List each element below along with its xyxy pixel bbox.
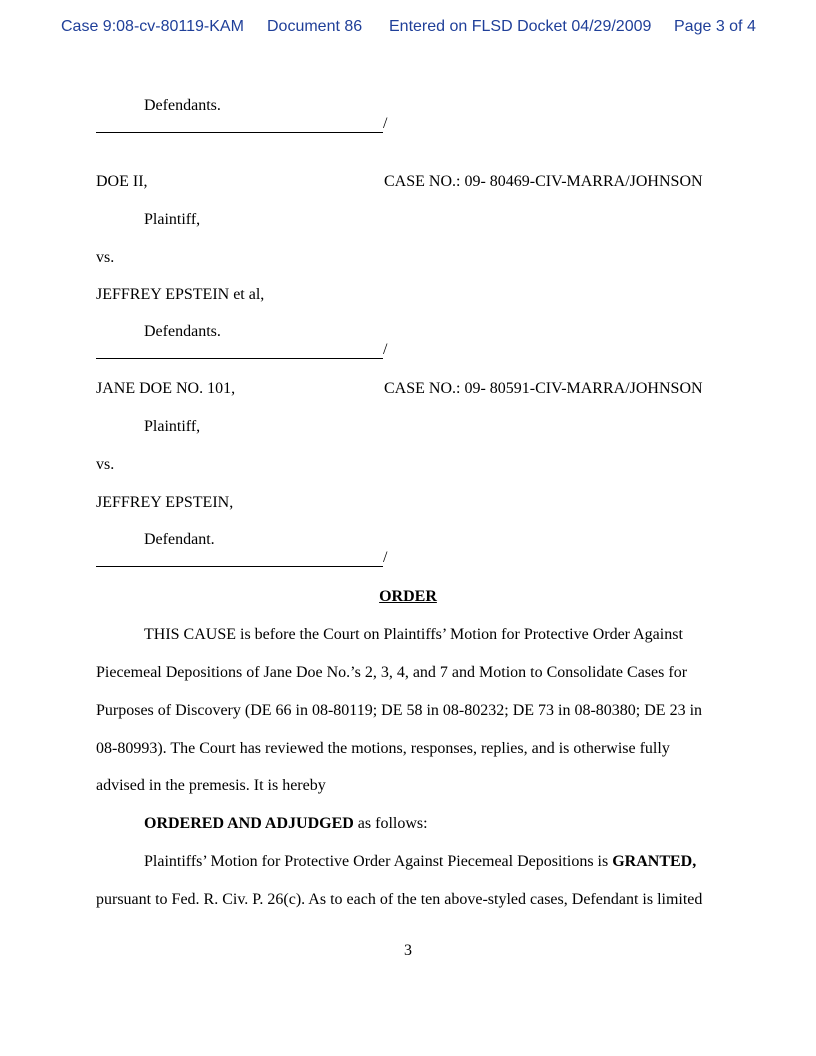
block3-caption-slash: / [383,549,388,566]
granted-pre: Plaintiffs’ Motion for Protective Order Against Piecemeal Depositions is [144,853,613,870]
block3-plaintiff-label: Plaintiff, [144,418,201,435]
block2-case-number: CASE NO.: 09- 80469-CIV-MARRA/JOHNSON [384,173,703,190]
block3-vs: vs. [96,456,115,473]
order-line-2: Piecemeal Depositions of Jane Doe No.’s 2, 3, 4, and 7 and Motion to Consolidate Cases for [96,664,688,681]
block3-plaintiff-name: JANE DOE NO. 101, [96,380,236,397]
block3-defendant-name: JEFFREY EPSTEIN, [96,494,234,511]
header-entered: Entered on FLSD Docket 04/29/2009 [389,18,652,35]
block3-case-number: CASE NO.: 09- 80591-CIV-MARRA/JOHNSON [384,380,703,397]
block2-vs: vs. [96,249,115,266]
ordered-adjudged-bold: ORDERED AND ADJUDGED [144,815,354,832]
ordered-adjudged-rest: as follows: [353,815,428,832]
granted-bold: GRANTED, [612,853,697,870]
header-document: Document 86 [267,18,363,35]
page-number: 3 [404,942,412,959]
block1-caption-slash: / [383,115,388,132]
granted-line [144,853,696,871]
block3-defendant-label: Defendant. [144,531,215,548]
block2-plaintiff-label: Plaintiff, [144,211,201,228]
order-last-line: pursuant to Fed. R. Civ. P. 26(c). As to each of the ten above-styled cases, Defendant is limited [96,891,703,908]
block1-caption-rule [96,132,383,133]
order-line-3: Purposes of Discovery (DE 66 in 08-80119; DE 58 in 08-80232; DE 73 in 08-80380; DE 23 in [96,702,703,719]
order-title: ORDER [379,588,437,605]
order-line-1: THIS CAUSE is before the Court on Plaintiffs’ Motion for Protective Order Against [144,626,683,643]
order-line-5: advised in the premesis. It is hereby [96,777,326,794]
header-case-number: Case 9:08-cv-80119-KAM [61,18,244,35]
block2-defendants-label: Defendants. [144,323,221,340]
block3-caption-rule [96,566,383,567]
block2-caption-slash: / [383,341,388,358]
block2-plaintiff-name: DOE II, [96,173,148,190]
order-line-4: 08-80993). The Court has reviewed the motions, responses, replies, and is otherwise fully [96,740,670,757]
block2-defendant-name: JEFFREY EPSTEIN et al, [96,286,265,303]
block2-caption-rule [96,358,383,359]
ordered-adjudged-line [144,815,428,833]
header-page: Page 3 of 4 [674,18,756,35]
block1-defendants-label: Defendants. [144,97,221,114]
